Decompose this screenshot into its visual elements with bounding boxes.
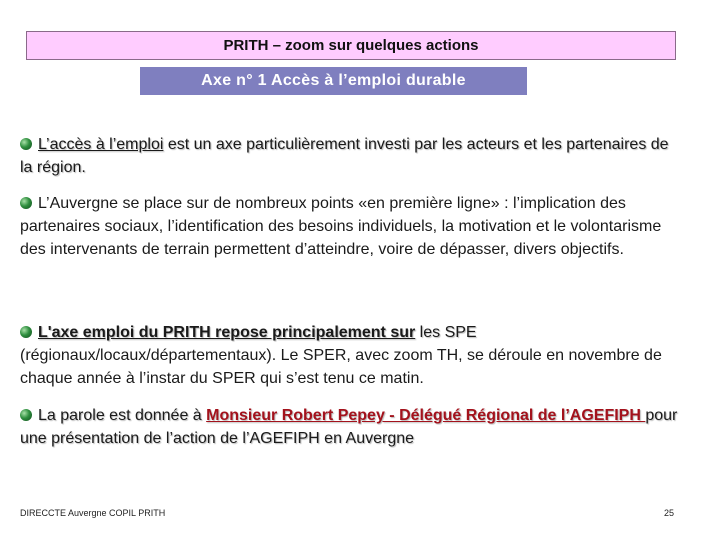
- green-sphere-bullet-icon: [20, 326, 32, 338]
- p3-text: (régionaux/locaux/départementaux). Le SPER, avec zoom TH, se déroule en novembre de chaque année à l’instar du SPER qui s’est tenu ce matin.: [20, 347, 662, 387]
- p3-spe: les SPE: [415, 324, 477, 341]
- p1-text: est un axe particulièrement investi par les acteurs et les partenaires de la région: [20, 136, 669, 176]
- footer-source: DIRECCTE Auvergne COPIL PRITH: [20, 508, 166, 518]
- p4-speaker: Monsieur Robert Pepey - Délégué Régional de l’AGEFIPH: [206, 407, 646, 424]
- paragraph-4: [20, 404, 682, 450]
- green-sphere-bullet-icon: [20, 409, 32, 421]
- slide-title-box: [26, 31, 676, 60]
- p1-underlined-phrase: L’accès à l’emploi: [38, 136, 164, 153]
- p4-text: pour une présentation de l’action de l’AGEFIPH en Auvergne: [20, 407, 678, 447]
- p4-intro: La parole est donnée à: [38, 407, 207, 424]
- paragraph-1: [20, 133, 682, 179]
- slide-title: PRITH – zoom sur quelques actions: [223, 37, 479, 54]
- green-sphere-bullet-icon: [20, 197, 32, 209]
- p1-end: .: [81, 159, 86, 176]
- paragraph-3: [20, 321, 682, 390]
- axe-banner: [140, 67, 527, 95]
- green-sphere-bullet-icon: [20, 138, 32, 150]
- page-number: 25: [664, 508, 675, 518]
- axe-title: Axe n° 1 Accès à l’emploi durable: [201, 72, 466, 89]
- paragraph-2: [20, 192, 682, 261]
- p2-text: L’Auvergne se place sur de nombreux points «en première ligne» : l’implication des partenaires sociaux, l’identification des besoins individuels, la motivation et le volontarisme des intervenants de terrain permettent d’atteindre, voire de dépasser, divers objectifs.: [20, 195, 662, 258]
- p3-bold-underlined: L'axe emploi du PRITH repose principalement sur: [38, 324, 416, 341]
